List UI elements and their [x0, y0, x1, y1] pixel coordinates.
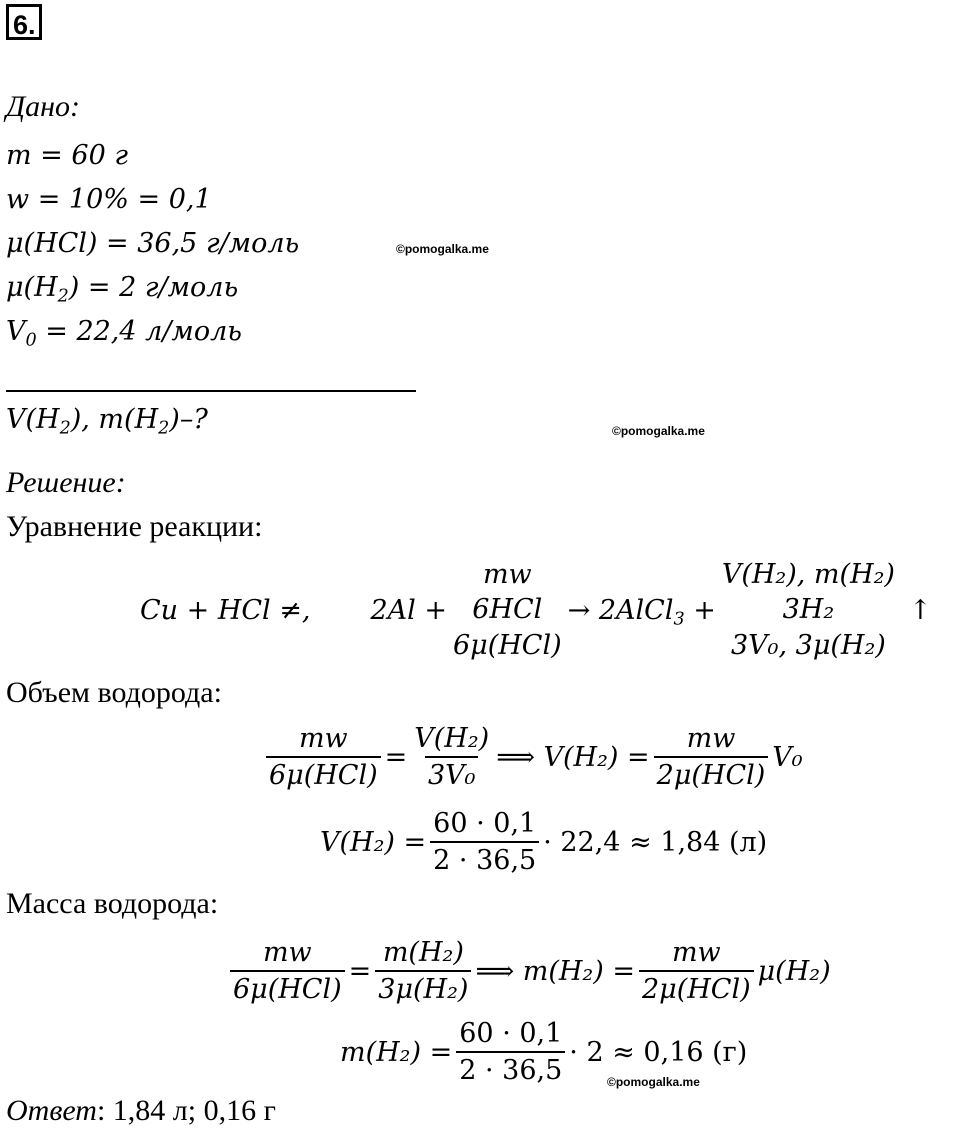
reaction-h2-stack: V(H₂), m(H₂) 3H₂ 3V₀, 3μ(H₂) — [721, 559, 895, 661]
watermark: ©pomogalka.me — [607, 1075, 700, 1089]
reaction-product: → 2AlCl$_3$ + — [567, 594, 716, 629]
given-mass: m = 60 г — [6, 140, 128, 171]
gas-arrow: ↑ — [908, 594, 932, 626]
given-label: Дано: — [6, 90, 80, 123]
reaction-equation — [140, 555, 932, 665]
reaction-heading: Уравнение реакции: — [6, 510, 263, 543]
given-molar-mass-hcl: μ(HCl) = 36,5 г/моль — [6, 228, 300, 259]
watermark: ©pomogalka.me — [612, 424, 705, 438]
mass-formula: $\frac{mw}{\text{6μ(HCl)}}$ = $\frac{\text{m(H₂)}}{\text{3μ(H₂)}}$ ⟹ m(H₂) = $\frac{mw}{\text{2μ(HCl)}}$ μ(H₂) — [226, 926, 831, 1016]
given-molar-mass-h2: $\mu(H_2) = 2$ г/моль — [6, 272, 239, 307]
find-text: $V(H_2)$, $m(H_2)-$? — [6, 404, 208, 439]
volume-heading: Объем водорода: — [6, 676, 222, 709]
given-molar-volume: $V_0 = 22,4$ л/моль — [6, 316, 242, 351]
reaction-cu-part: Cu + HCl ≠, — [140, 594, 311, 626]
reaction-hcl-stack: mw 6HCl 6μ(HCl) — [453, 559, 562, 661]
watermark: ©pomogalka.me — [396, 242, 489, 256]
volume-formula: $\frac{mw}{\text{6μ(HCl)}}$ = $\frac{\text{V(H₂)}}{\text{3V₀}}$ ⟹ V(H₂) = $\frac{mw}{\text{2μ(HCl)}}$ V₀ — [262, 712, 803, 802]
problem-number: 6. — [6, 4, 42, 40]
answer: Ответ: 1,84 л; 0,16 г — [6, 1094, 276, 1127]
solution-label: Решение: — [6, 466, 126, 499]
given-divider — [6, 390, 416, 392]
volume-calculation: V(H₂) = $\frac{60 \cdot 0,1}{2 \cdot 36,5}$ · 22,4 ≈ 1,84 (л) — [320, 808, 768, 876]
given-fraction: w = 10% = 0,1 — [6, 184, 212, 215]
mass-heading: Масса водорода: — [6, 887, 219, 920]
reaction-al-part: 2Al + — [370, 594, 447, 626]
mass-calculation: m(H₂) = $\frac{60 \cdot 0,1}{2 \cdot 36,5}$ · 2 ≈ 0,16 (г) — [340, 1018, 748, 1086]
